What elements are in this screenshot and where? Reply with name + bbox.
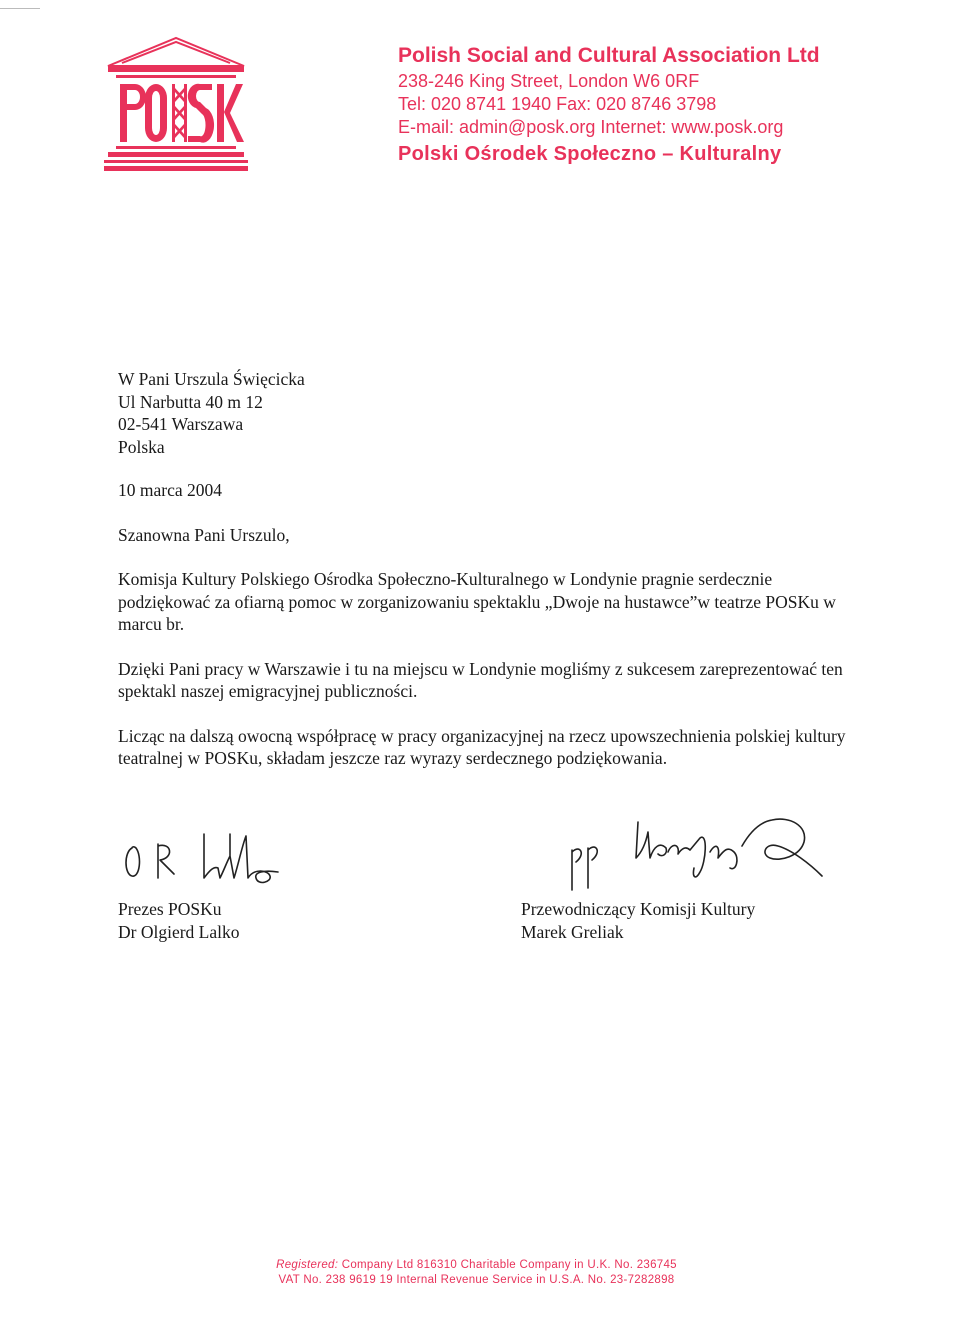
organisation-name: Polish Social and Cultural Association Ltd bbox=[398, 44, 820, 67]
recipient-street: Ul Narbutta 40 m 12 bbox=[118, 391, 263, 412]
signatory-right-name: Marek Greliak bbox=[521, 921, 624, 942]
recipient-name: W Pani Urszula Święcicka bbox=[118, 369, 305, 389]
letter-date: 10 marca 2004 bbox=[118, 480, 222, 500]
signatory-left-title: Prezes POSKu bbox=[118, 899, 222, 919]
organisation-address: 238-246 King Street, London W6 0RF bbox=[398, 71, 700, 91]
signatory-right-title: Przewodniczący Komisji Kultury bbox=[521, 899, 756, 919]
organisation-phone-fax: Tel: 020 8741 1940 Fax: 020 8746 3798 bbox=[398, 94, 717, 114]
paragraph-3: Licząc na dalszą owocną współpracę w pracy organizacyjnej na rzecz upowszechnienia polskiej kultury teatralnej w POSKu, składam jeszcze raz wyrazy serdecznego podziękowania. bbox=[118, 725, 846, 768]
footer-line-1 bbox=[0, 1258, 953, 1273]
page-edge-mark bbox=[0, 8, 40, 9]
recipient-country: Polska bbox=[118, 436, 165, 457]
footer-registered-label: Registered: bbox=[276, 1259, 339, 1271]
signatory-left bbox=[118, 898, 240, 943]
letterhead bbox=[398, 42, 938, 169]
recipient-address bbox=[118, 368, 848, 458]
organisation-email-web: E-mail: admin@posk.org Internet: www.posk.org bbox=[398, 117, 784, 137]
organisation-polish-name: Polski Ośrodek Społeczno – Kulturalny bbox=[398, 143, 782, 165]
letter-body bbox=[118, 368, 848, 770]
signatory-left-name: Dr Olgierd Lalko bbox=[118, 921, 240, 942]
logo-lettering bbox=[120, 84, 244, 143]
signatory-right bbox=[521, 898, 755, 943]
footer-company-details: Company Ltd 816310 Charitable Company in U.K. No. 236745 bbox=[338, 1259, 677, 1271]
recipient-city: 02-541 Warszawa bbox=[118, 414, 244, 434]
signature-right bbox=[560, 802, 830, 897]
signature-left bbox=[118, 826, 308, 896]
footer-line-2: VAT No. 238 9619 19 Internal Revenue Service in U.S.A. No. 23-7282898 bbox=[278, 1273, 675, 1286]
posk-logo bbox=[104, 36, 248, 176]
paragraph-2: Dzięki Pani pracy w Warszawie i tu na miejscu w Londynie mogliśmy z sukcesem zareprezentować ten spektakl naszej emigracyjnej publiczności. bbox=[118, 658, 843, 701]
salutation: Szanowna Pani Urszulo, bbox=[118, 524, 290, 545]
paragraph-1: Komisja Kultury Polskiego Ośrodka Społeczno-Kulturalnego w Londynie pragnie serdecznie podziękować za ofiarną pomoc w zorganizowaniu spektaklu „Dwoje na hustawce”w teatrze POSKu w marcu br. bbox=[118, 569, 836, 634]
footer bbox=[0, 1258, 953, 1287]
